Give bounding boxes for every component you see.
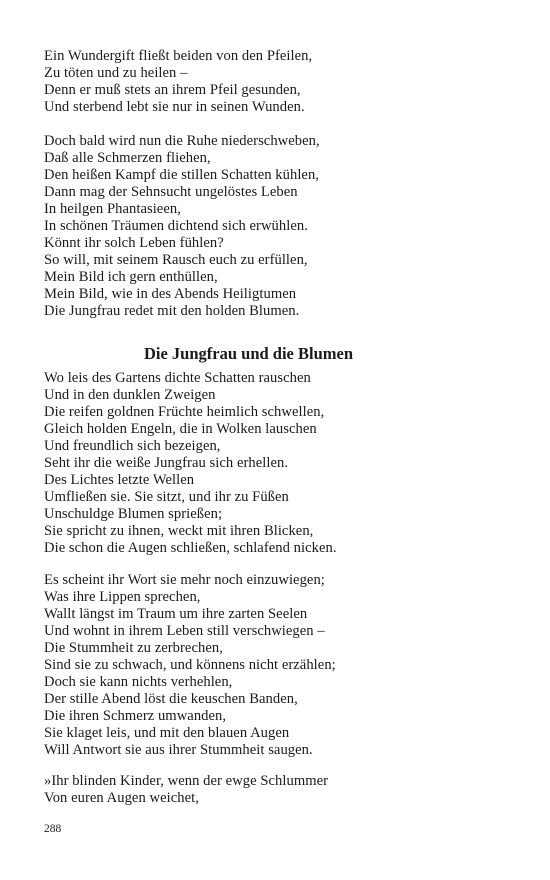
verse-line: Mein Bild, wie in des Abends Heiligtumen [44,286,297,302]
verse-line: Zu töten und zu heilen – [44,65,188,81]
verse-line: Ein Wundergift fließt beiden von den Pfeilen, [44,48,313,64]
verse-line: Von euren Augen weichet, [44,790,199,806]
verse-line: Und wohnt in ihrem Leben still verschwiegen – [44,623,325,639]
verse-line: Gleich holden Engeln, die in Wolken lauschen [44,421,317,437]
verse-line: Die reifen goldnen Früchte heimlich schwellen, [44,404,325,420]
verse-line: Wo leis des Gartens dichte Schatten rauschen [44,370,311,386]
poem-title: Die Jungfrau und die Blumen [143,344,354,363]
verse-line: Die ihren Schmerz umwanden, [44,708,227,724]
page-number: 288 [44,823,62,835]
verse-line: Dann mag der Sehnsucht ungelöstes Leben [44,184,298,200]
stanza-5 [44,773,514,807]
verse-line: Und sterbend lebt sie nur in seinen Wunden. [44,99,305,115]
verse-line: Doch sie kann nichts verhehlen, [44,674,233,690]
verse-line: »Ihr blinden Kinder, wenn der ewge Schlummer [44,773,329,789]
verse-line: Es scheint ihr Wort sie mehr noch einzuwiegen; [44,572,325,588]
verse-line: So will, mit seinem Rausch euch zu erfüllen, [44,252,308,268]
verse-line: Der stille Abend löst die keuschen Banden, [44,691,298,707]
verse-line: Die schon die Augen schließen, schlafend nicken. [44,540,337,556]
verse-line: Sie spricht zu ihnen, weckt mit ihren Blicken, [44,523,314,539]
verse-line: Mein Bild ich gern enthüllen, [44,269,218,285]
stanza-2 [44,133,514,320]
verse-line: Was ihre Lippen sprechen, [44,589,201,605]
stanza-3 [44,370,514,557]
verse-line: Könnt ihr solch Leben fühlen? [44,235,224,251]
verse-line: Sie klaget leis, und mit den blauen Augen [44,725,290,741]
verse-line: Denn er muß stets an ihrem Pfeil gesunden, [44,82,301,98]
verse-line: Die Stummheit zu zerbrechen, [44,640,223,656]
verse-line: Will Antwort sie aus ihrer Stummheit saugen. [44,742,313,758]
verse-line: Und freundlich sich bezeigen, [44,438,221,454]
verse-line: In heilgen Phantasieen, [44,201,181,217]
verse-line: Seht ihr die weiße Jungfrau sich erhellen. [44,455,289,471]
verse-line: Umfließen sie. Sie sitzt, und ihr zu Füßen [44,489,289,505]
verse-line: Die Jungfrau redet mit den holden Blumen. [44,303,300,319]
verse-line: Des Lichtes letzte Wellen [44,472,195,488]
verse-line: Den heißen Kampf die stillen Schatten kühlen, [44,167,319,183]
verse-line: Sind sie zu schwach, und könnens nicht erzählen; [44,657,336,673]
verse-line: Daß alle Schmerzen fliehen, [44,150,211,166]
stanza-1 [44,48,514,116]
verse-line: Unschuldge Blumen sprießen; [44,506,223,522]
stanza-4 [44,572,514,759]
verse-line: Doch bald wird nun die Ruhe niederschweben, [44,133,320,149]
verse-line: Und in den dunklen Zweigen [44,387,216,403]
verse-line: Wallt längst im Traum um ihre zarten Seelen [44,606,308,622]
verse-line: In schönen Träumen dichtend sich erwühlen. [44,218,308,234]
